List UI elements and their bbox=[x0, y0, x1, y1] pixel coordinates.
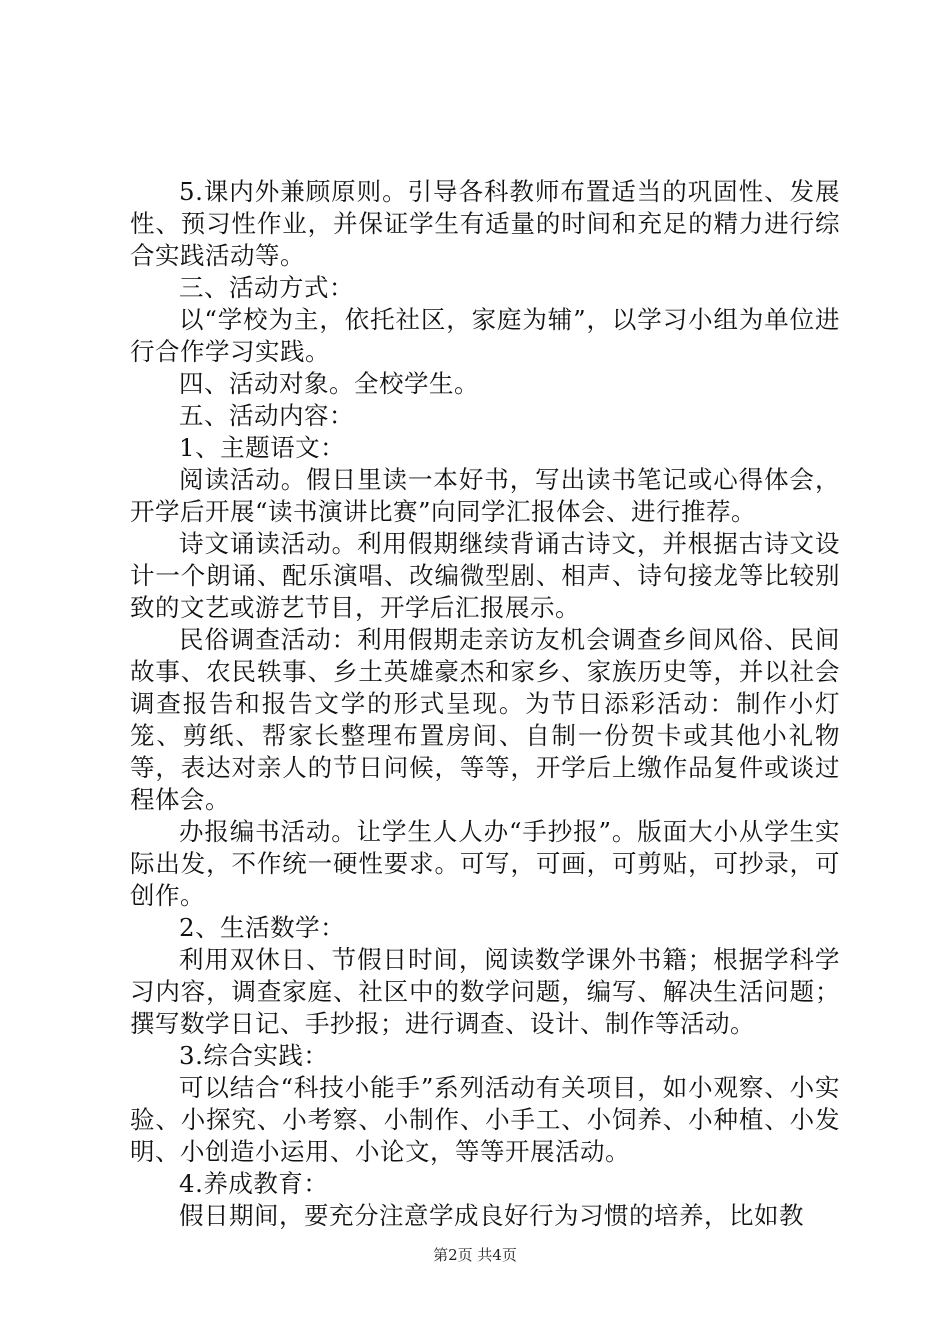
subheading-math: 2、生活数学： bbox=[179, 913, 346, 942]
paragraph-newspaper: 办报编书活动。让学生人人办“手抄报”。版面大小从学生实际出发，不作统一硬性要求。可写，可画，可剪贴，可抄录，可创作。 bbox=[130, 817, 840, 910]
subheading-practice: 3.综合实践： bbox=[179, 1041, 329, 1070]
paragraph-poetry: 诗文诵读活动。利用假期继续背诵古诗文，并根据古诗文设计一个朗诵、配乐演唱、改编微型剧、相声、诗句接龙等比较别致的文艺或游艺节目，开学后汇报展示。 bbox=[130, 529, 840, 622]
paragraph-activity-method: 以“学校为主，依托社区，家庭为辅”，以学习小组为单位进行合作学习实践。 bbox=[130, 305, 840, 366]
subheading-chinese: 1、主题语文： bbox=[179, 433, 346, 462]
document-body bbox=[130, 176, 840, 1232]
heading-activity-content: 五、活动内容： bbox=[179, 401, 354, 430]
paragraph-folklore: 民俗调查活动：利用假期走亲访友机会调查乡间风俗、民间故事、农民轶事、乡土英雄豪杰和家乡、家族历史等，并以社会调查报告和报告文学的形式呈现。为节日添彩活动：制作小灯笼、剪纸、帮家长整理布置房间、自制一份贺卡或其他小礼物等，表达对亲人的节日问候，等等，开学后上缴作品复件或谈过程体会。 bbox=[130, 625, 840, 814]
heading-activity-target: 四、活动对象。全校学生。 bbox=[179, 369, 479, 398]
paragraph-math: 利用双休日、节假日时间，阅读数学课外书籍；根据学科学习内容，调查家庭、社区中的数学问题，编写、解决生活问题；撰写数学日记、手抄报；进行调查、设计、制作等活动。 bbox=[130, 945, 840, 1038]
heading-activity-method: 三、活动方式： bbox=[179, 273, 354, 302]
subheading-habits: 4.养成教育： bbox=[179, 1169, 329, 1198]
paragraph-principle-5: 5.课内外兼顾原则。引导各科教师布置适当的巩固性、发展性、预习性作业，并保证学生有适量的时间和充足的精力进行综合实践活动等。 bbox=[130, 177, 840, 270]
page-footer: 第2页 共4页 bbox=[433, 1246, 517, 1264]
paragraph-habits: 假日期间，要充分注意学成良好行为习惯的培养，比如教 bbox=[179, 1201, 804, 1230]
paragraph-practice: 可以结合“科技小能手”系列活动有关项目，如小观察、小实验、小探究、小考察、小制作、小手工、小饲养、小种植、小发明、小创造小运用、小论文，等等开展活动。 bbox=[130, 1073, 840, 1166]
paragraph-reading: 阅读活动。假日里读一本好书，写出读书笔记或心得体会，开学后开展“读书演讲比赛”向同学汇报体会、进行推荐。 bbox=[130, 465, 840, 526]
